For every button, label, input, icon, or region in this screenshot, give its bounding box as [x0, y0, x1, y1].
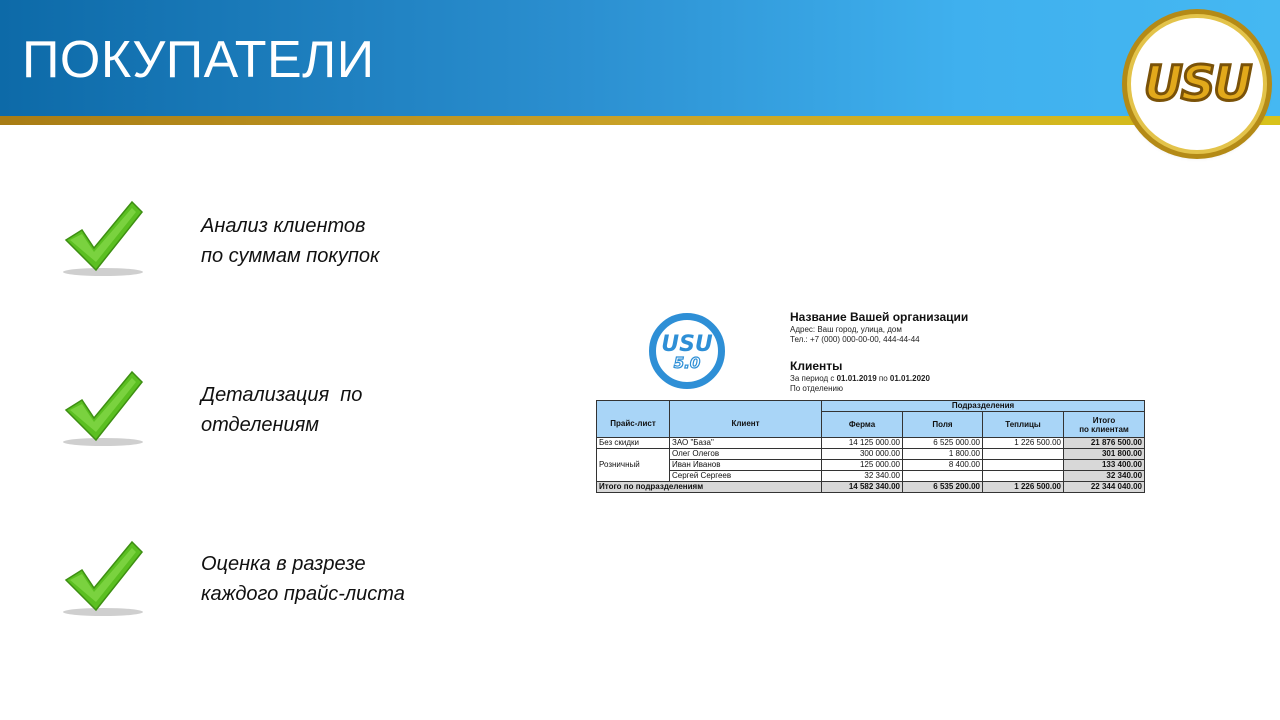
report-preview [596, 308, 1144, 498]
cell-total: 301 800.00 [1064, 449, 1145, 460]
col-fields: Поля [903, 412, 983, 438]
cell-farm: 32 340.00 [822, 471, 903, 482]
check-icon [58, 538, 148, 618]
table-row [597, 471, 1145, 482]
cell-client: ЗАО "База" [670, 438, 822, 449]
cell-client: Иван Иванов [670, 460, 822, 471]
cell-total: 21 876 500.00 [1064, 438, 1145, 449]
table-row [597, 449, 1145, 460]
usu-5-logo-top: USU [661, 332, 713, 357]
cell-fields [903, 471, 983, 482]
col-farm: Ферма [822, 412, 903, 438]
cell-fields: 6 525 000.00 [903, 438, 983, 449]
bullet-1 [201, 211, 379, 271]
logo-text: USU [1143, 56, 1251, 112]
col-price-list: Прайс-лист [597, 412, 670, 438]
cell-price-list: Розничный [597, 449, 670, 482]
report-title: Клиенты [790, 359, 843, 373]
bullet-2-line2: отделениям [201, 414, 319, 436]
cell-greenhouses [983, 449, 1064, 460]
cell-fields: 8 400.00 [903, 460, 983, 471]
cell-fields: 1 800.00 [903, 449, 983, 460]
footer-farm: 14 582 340.00 [822, 482, 903, 493]
header-blank [597, 401, 670, 412]
check-icon [58, 368, 148, 448]
table-row [597, 460, 1145, 471]
col-total-line2: по клиентам [1079, 424, 1129, 434]
group-header: Подразделения [822, 401, 1145, 412]
cell-greenhouses [983, 460, 1064, 471]
cell-farm: 300 000.00 [822, 449, 903, 460]
bullet-1-line2: по суммам покупок [201, 245, 380, 267]
cell-total: 32 340.00 [1064, 471, 1145, 482]
cell-greenhouses: 1 226 500.00 [983, 438, 1064, 449]
col-greenhouses: Теплицы [983, 412, 1064, 438]
org-contacts [790, 325, 920, 345]
usu-logo [1127, 14, 1267, 154]
table-row [597, 438, 1145, 449]
report-grouping: По отделению [790, 384, 843, 393]
bullet-2 [201, 380, 362, 440]
org-address: Адрес: Ваш город, улица, дом [790, 325, 902, 334]
cell-client: Сергей Сергеев [670, 471, 822, 482]
usu-5-logo-bottom: 5.0 [673, 354, 701, 372]
check-icon [58, 198, 148, 278]
col-client: Клиент [670, 412, 822, 438]
table-footer-row [597, 482, 1145, 493]
cell-greenhouses [983, 471, 1064, 482]
cell-total: 133 400.00 [1064, 460, 1145, 471]
col-total-line1: Итого [1092, 415, 1116, 425]
footer-label: Итого по подразделениям [597, 482, 822, 493]
col-total [1064, 412, 1145, 438]
cell-farm: 125 000.00 [822, 460, 903, 471]
footer-total: 22 344 040.00 [1064, 482, 1145, 493]
date-to: 01.01.2020 [889, 374, 930, 383]
header-blank [670, 401, 822, 412]
bullet-3 [201, 549, 405, 609]
footer-greenhouses: 1 226 500.00 [983, 482, 1064, 493]
report-table [596, 400, 1145, 493]
bullet-1-line1: Анализ клиентов [201, 215, 366, 237]
org-name: Название Вашей организации [790, 310, 969, 324]
cell-price-list: Без скидки [597, 438, 670, 449]
header-gold-line [0, 116, 1280, 125]
cell-farm: 14 125 000.00 [822, 438, 903, 449]
report-period [790, 374, 930, 394]
page-title: ПОКУПАТЕЛИ [22, 31, 375, 89]
period-mid: по [878, 374, 888, 383]
bullet-2-line1: Детализация по [201, 384, 363, 406]
bullet-3-line2: каждого прайс-листа [201, 583, 405, 605]
date-from: 01.01.2019 [836, 374, 877, 383]
bullet-3-line1: Оценка в разрезе [201, 553, 366, 575]
period-prefix: За период с [790, 374, 835, 383]
org-phone: Тел.: +7 (000) 000-00-00, 444-44-44 [790, 335, 920, 344]
cell-client: Олег Олегов [670, 449, 822, 460]
usu-5-logo [649, 313, 725, 389]
footer-fields: 6 535 200.00 [903, 482, 983, 493]
